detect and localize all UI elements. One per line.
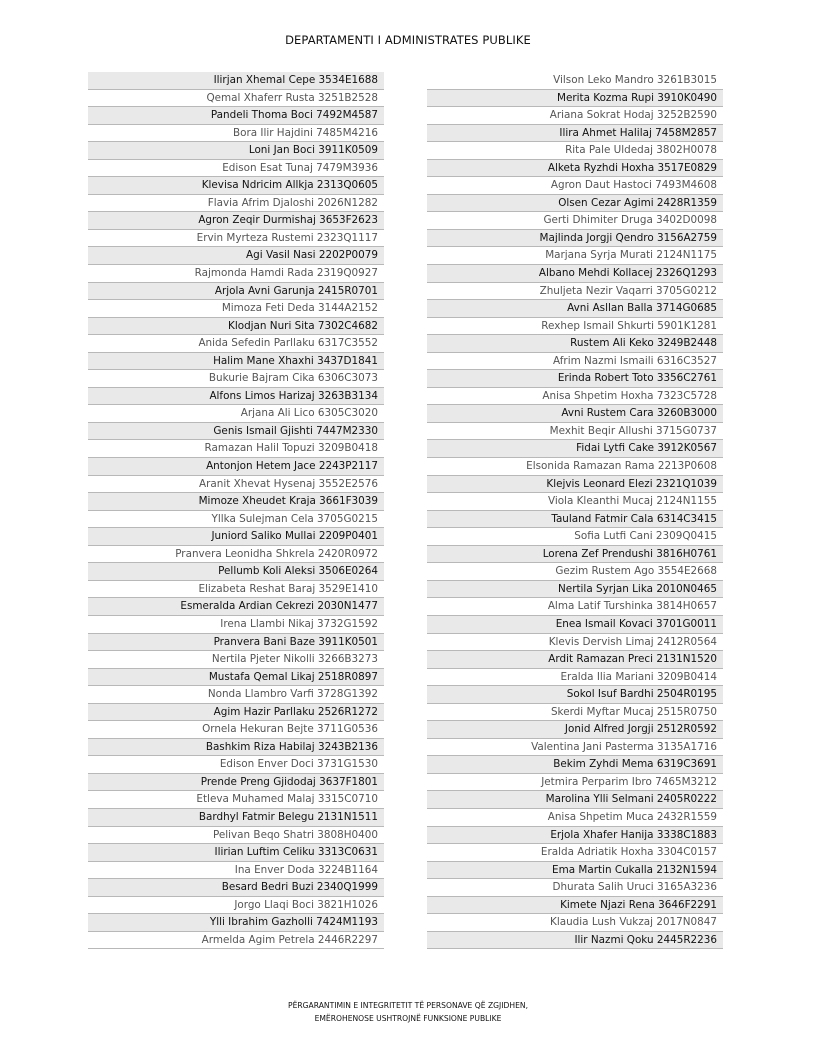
- list-item: Sofia Lutfi Cani 2309Q0415: [427, 528, 723, 546]
- list-item: Pranvera Bani Baze 3911K0501: [88, 634, 384, 652]
- list-item: Rustem Ali Keko 3249B2448: [427, 335, 723, 353]
- list-item: Agron Daut Hastoci 7493M4608: [427, 177, 723, 195]
- footer-line-1: PËRGARANTIMIN E INTEGRITETIT TË PERSONAVE QË ZGJIDHEN,: [288, 1001, 528, 1010]
- list-item: Edison Esat Tunaj 7479M3936: [88, 160, 384, 178]
- footer-line-2: EMËROHENOSE USHTROJNË FUNKSIONE PUBLIKE: [314, 1014, 502, 1023]
- list-item: Besard Bedri Buzi 2340Q1999: [88, 879, 384, 897]
- list-item: Klaudia Lush Vukzaj 2017N0847: [427, 914, 723, 932]
- list-item: Aranit Xhevat Hysenaj 3552E2576: [88, 476, 384, 494]
- list-item: Sokol Isuf Bardhi 2504R0195: [427, 686, 723, 704]
- list-item: Klevis Dervish Limaj 2412R0564: [427, 634, 723, 652]
- list-item: Alfons Limos Harizaj 3263B3134: [88, 388, 384, 406]
- list-item: Erinda Robert Toto 3356C2761: [427, 370, 723, 388]
- list-item: Elsonida Ramazan Rama 2213P0608: [427, 458, 723, 476]
- list-item: Lorena Zef Prendushi 3816H0761: [427, 546, 723, 564]
- list-item: Mimoze Xheudet Kraja 3661F3039: [88, 493, 384, 511]
- list-item: Etleva Muhamed Malaj 3315C0710: [88, 791, 384, 809]
- list-item: Jetmira Perparim Ibro 7465M3212: [427, 774, 723, 792]
- list-item: Yllka Sulejman Cela 3705G0215: [88, 511, 384, 529]
- list-item: Ema Martin Cukalla 2132N1594: [427, 862, 723, 880]
- list-item: Nertila Pjeter Nikolli 3266B3273: [88, 651, 384, 669]
- list-item: Bukurie Bajram Cika 6306C3073: [88, 370, 384, 388]
- list-item: Mexhit Beqir Allushi 3715G0737: [427, 423, 723, 441]
- list-item: Anida Sefedin Parllaku 6317C3552: [88, 335, 384, 353]
- list-item: Nertila Syrjan Lika 2010N0465: [427, 581, 723, 599]
- list-item: Jonid Alfred Jorgji 2512R0592: [427, 721, 723, 739]
- list-item: Loni Jan Boci 3911K0509: [88, 142, 384, 160]
- list-item: Agron Zeqir Durmishaj 3653F2623: [88, 212, 384, 230]
- list-item: Armelda Agim Petrela 2446R2297: [88, 932, 384, 950]
- page-footer: [0, 999, 816, 1025]
- list-item: Bardhyl Fatmir Belegu 2131N1511: [88, 809, 384, 827]
- list-item: Arjana Ali Lico 6305C3020: [88, 405, 384, 423]
- list-item: Ariana Sokrat Hodaj 3252B2590: [427, 107, 723, 125]
- list-item: Ina Enver Doda 3224B1164: [88, 862, 384, 880]
- list-item: Majlinda Jorgji Qendro 3156A2759: [427, 230, 723, 248]
- list-item: Antonjon Hetem Jace 2243P2117: [88, 458, 384, 476]
- list-item: Gerti Dhimiter Druga 3402D0098: [427, 212, 723, 230]
- list-item: Mustafa Qemal Likaj 2518R0897: [88, 669, 384, 687]
- list-item: Pelivan Beqo Shatri 3808H0400: [88, 827, 384, 845]
- list-item: Gezim Rustem Ago 3554E2668: [427, 563, 723, 581]
- list-item: Klevisa Ndricim Allkja 2313Q0605: [88, 177, 384, 195]
- list-item: Anisa Shpetim Muca 2432R1559: [427, 809, 723, 827]
- list-item: Merita Kozma Rupi 3910K0490: [427, 90, 723, 108]
- list-item: Avni Rustem Cara 3260B3000: [427, 405, 723, 423]
- list-item: Edison Enver Doci 3731G1530: [88, 756, 384, 774]
- list-item: Afrim Nazmi Ismaili 6316C3527: [427, 353, 723, 371]
- list-item: Halim Mane Xhaxhi 3437D1841: [88, 353, 384, 371]
- list-item: Rexhep Ismail Shkurti 5901K1281: [427, 318, 723, 336]
- list-item: Enea Ismail Kovaci 3701G0011: [427, 616, 723, 634]
- list-item: Ilirian Luftim Celiku 3313C0631: [88, 844, 384, 862]
- list-item: Bekim Zyhdi Mema 6319C3691: [427, 756, 723, 774]
- list-item: Erjola Xhafer Hanija 3338C1883: [427, 827, 723, 845]
- list-item: Qemal Xhaferr Rusta 3251B2528: [88, 90, 384, 108]
- list-item: Klejvis Leonard Elezi 2321Q1039: [427, 476, 723, 494]
- list-item: Rita Pale Uldedaj 3802H0078: [427, 142, 723, 160]
- list-item: Jorgo Llaqi Boci 3821H1026: [88, 897, 384, 915]
- list-item: Ilirjan Xhemal Cepe 3534E1688: [88, 72, 384, 90]
- list-item: Kimete Njazi Rena 3646F2291: [427, 897, 723, 915]
- list-item: Marjana Syrja Murati 2124N1175: [427, 247, 723, 265]
- list-item: Marolina Ylli Selmani 2405R0222: [427, 791, 723, 809]
- list-item: Anisa Shpetim Hoxha 7323C5728: [427, 388, 723, 406]
- list-item: Pranvera Leonidha Shkrela 2420R0972: [88, 546, 384, 564]
- list-item: Nonda Llambro Varfi 3728G1392: [88, 686, 384, 704]
- list-item: Pandeli Thoma Boci 7492M4587: [88, 107, 384, 125]
- list-item: Viola Kleanthi Mucaj 2124N1155: [427, 493, 723, 511]
- list-item: Eralda Ilia Mariani 3209B0414: [427, 669, 723, 687]
- list-item: Juniord Saliko Mullai 2209P0401: [88, 528, 384, 546]
- list-item: Skerdi Myftar Mucaj 2515R0750: [427, 704, 723, 722]
- list-item: Esmeralda Ardian Cekrezi 2030N1477: [88, 598, 384, 616]
- list-item: Ylli Ibrahim Gazholli 7424M1193: [88, 914, 384, 932]
- list-item: Prende Preng Gjidodaj 3637F1801: [88, 774, 384, 792]
- list-item: Klodjan Nuri Sita 7302C4682: [88, 318, 384, 336]
- list-item: Mimoza Feti Deda 3144A2152: [88, 300, 384, 318]
- list-item: Irena Llambi Nikaj 3732G1592: [88, 616, 384, 634]
- list-item: Agi Vasil Nasi 2202P0079: [88, 247, 384, 265]
- list-item: Ardit Ramazan Preci 2131N1520: [427, 651, 723, 669]
- list-item: Olsen Cezar Agimi 2428R1359: [427, 195, 723, 213]
- list-item: Avni Asllan Balla 3714G0685: [427, 300, 723, 318]
- list-item: Agim Hazir Parllaku 2526R1272: [88, 704, 384, 722]
- list-item: Ilir Nazmi Qoku 2445R2236: [427, 932, 723, 950]
- left-name-list: [88, 72, 384, 949]
- list-item: Elizabeta Reshat Baraj 3529E1410: [88, 581, 384, 599]
- list-item: Arjola Avni Garunja 2415R0701: [88, 283, 384, 301]
- list-item: Alketa Ryzhdi Hoxha 3517E0829: [427, 160, 723, 178]
- list-item: Genis Ismail Gjishti 7447M2330: [88, 423, 384, 441]
- list-item: Eralda Adriatik Hoxha 3304C0157: [427, 844, 723, 862]
- list-item: Zhuljeta Nezir Vaqarri 3705G0212: [427, 283, 723, 301]
- page-title: DEPARTAMENTI I ADMINISTRATES PUBLIKE: [285, 33, 531, 47]
- right-name-list: [427, 72, 723, 949]
- list-item: Flavia Afrim Djaloshi 2026N1282: [88, 195, 384, 213]
- list-item: Vilson Leko Mandro 3261B3015: [427, 72, 723, 90]
- list-item: Pellumb Koli Aleksi 3506E0264: [88, 563, 384, 581]
- list-item: Dhurata Salih Uruci 3165A3236: [427, 879, 723, 897]
- list-item: Bashkim Riza Habilaj 3243B2136: [88, 739, 384, 757]
- list-item: Fidai Lytfi Cake 3912K0567: [427, 440, 723, 458]
- list-item: Valentina Jani Pasterma 3135A1716: [427, 739, 723, 757]
- list-item: Ilira Ahmet Halilaj 7458M2857: [427, 125, 723, 143]
- list-item: Ramazan Halil Topuzi 3209B0418: [88, 440, 384, 458]
- list-item: Tauland Fatmir Cala 6314C3415: [427, 511, 723, 529]
- list-item: Albano Mehdi Kollacej 2326Q1293: [427, 265, 723, 283]
- list-item: Alma Latif Turshinka 3814H0657: [427, 598, 723, 616]
- list-item: Bora Ilir Hajdini 7485M4216: [88, 125, 384, 143]
- list-item: Ornela Hekuran Bejte 3711G0536: [88, 721, 384, 739]
- list-item: Ervin Myrteza Rustemi 2323Q1117: [88, 230, 384, 248]
- list-item: Rajmonda Hamdi Rada 2319Q0927: [88, 265, 384, 283]
